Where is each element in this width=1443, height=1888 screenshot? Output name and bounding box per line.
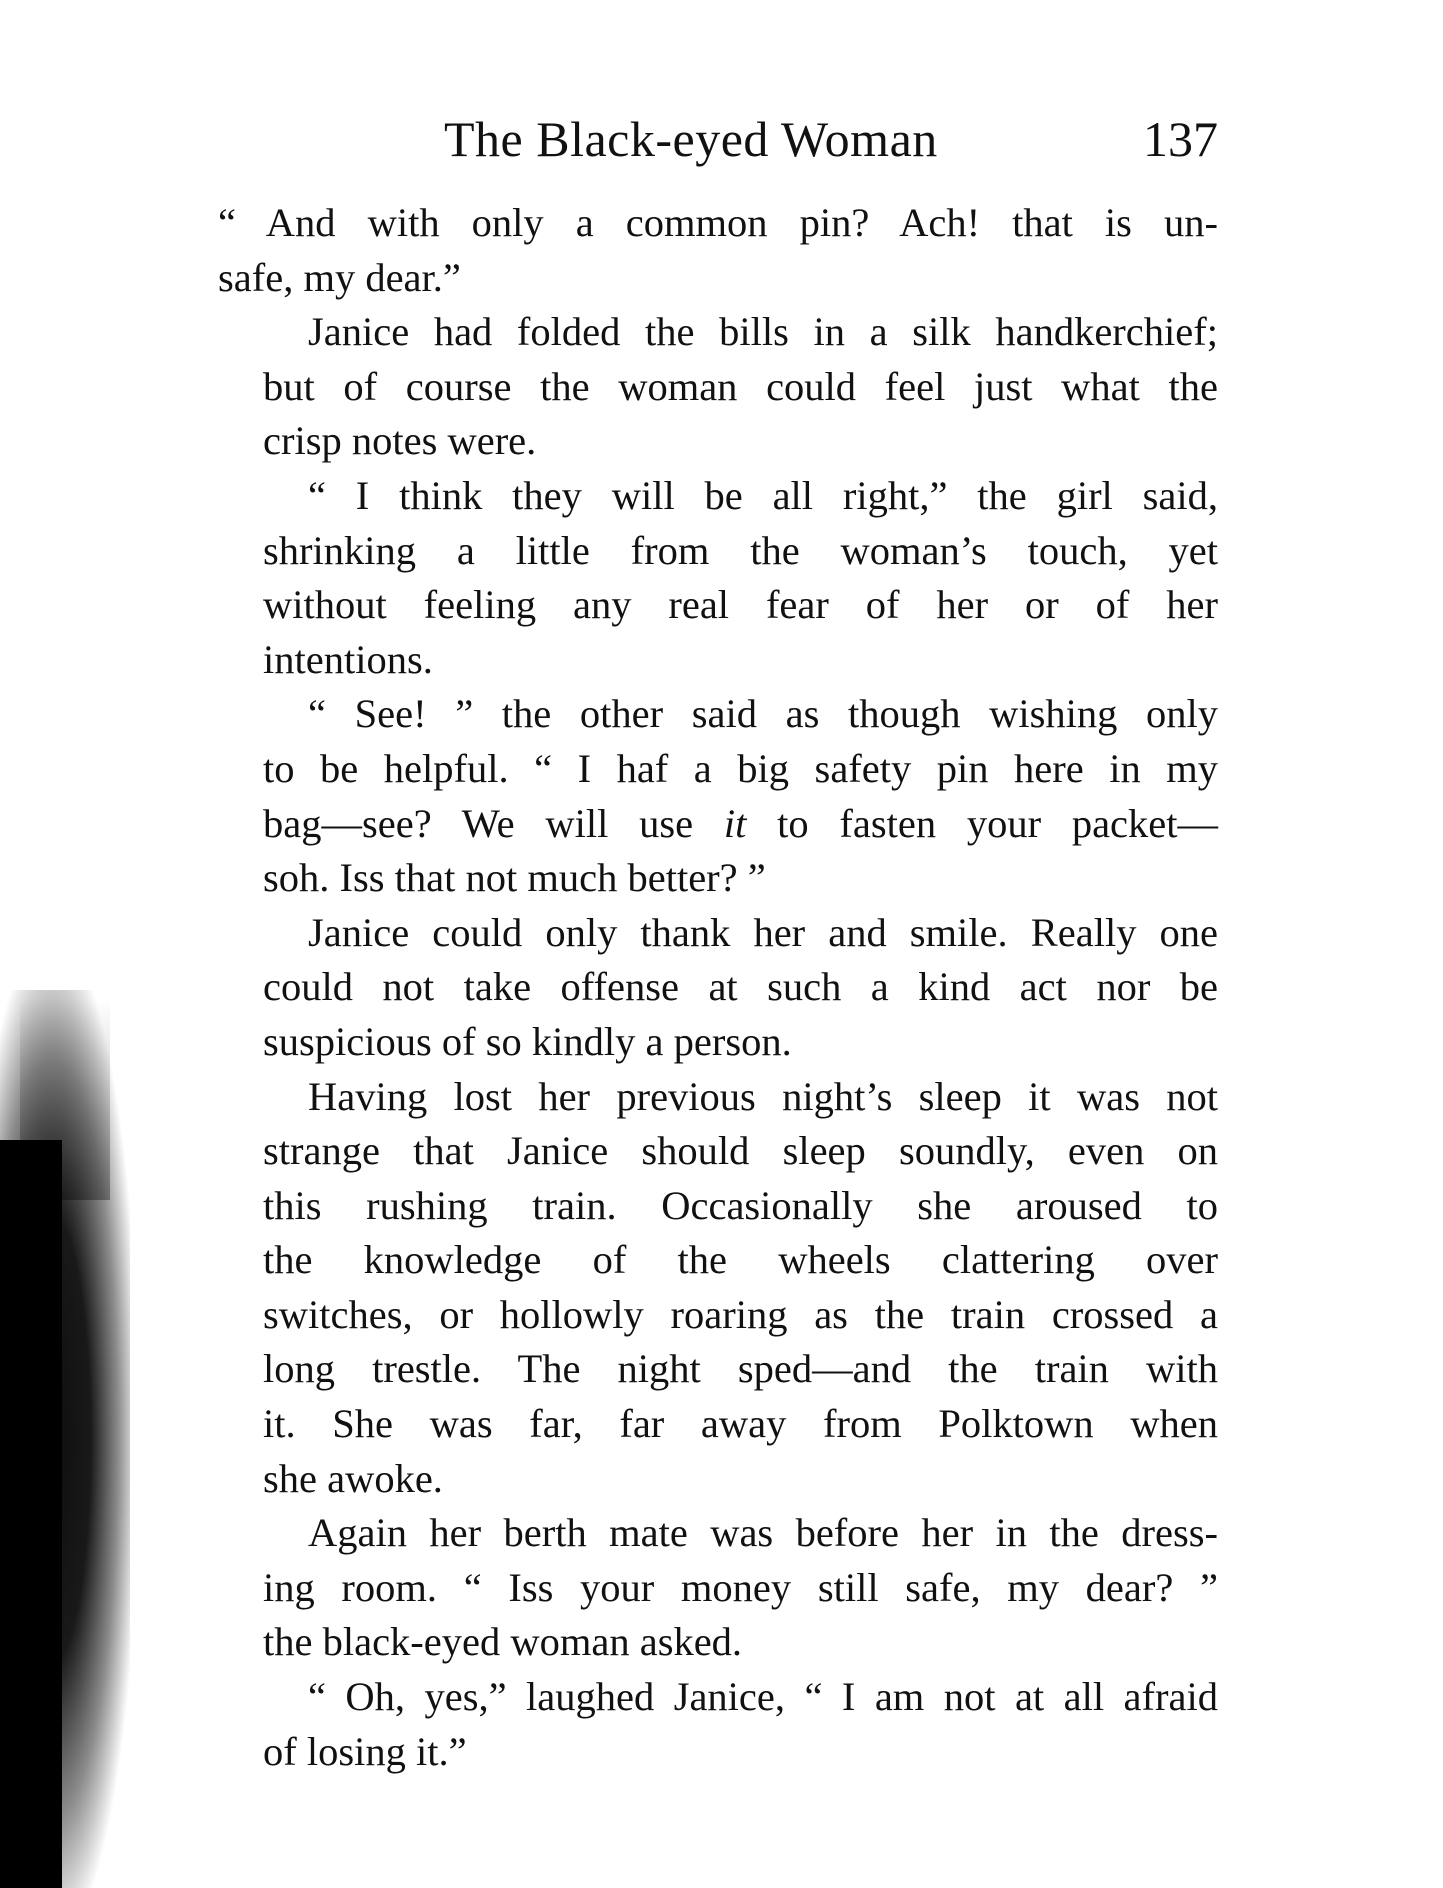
paragraph — [218, 196, 1218, 305]
text-line: without feeling any real fear of her or of her — [263, 582, 1218, 628]
paragraph — [218, 305, 1218, 469]
text-line: ing room. “ Iss your money still safe, my dear? ” — [263, 1564, 1218, 1610]
binding-edge — [0, 1140, 62, 1888]
text-line: bag—see? We will use it to fasten your packet— — [263, 800, 1218, 846]
text-line: of losing it.” — [263, 1728, 467, 1774]
text-line: she awoke. — [263, 1455, 443, 1501]
running-title: The Black-eyed Woman — [444, 111, 938, 167]
text-line: crisp notes were. — [263, 418, 537, 464]
paragraph — [218, 1506, 1218, 1670]
paragraph — [218, 1070, 1218, 1507]
text-line: soh. Iss that not much better? ” — [263, 855, 766, 901]
text-line: strange that Janice should sleep soundly, even on — [263, 1128, 1218, 1174]
paragraph — [218, 906, 1218, 1070]
text-line: intentions. — [263, 636, 433, 682]
text-line: but of course the woman could feel just what the — [263, 363, 1218, 409]
text-line: to be helpful. “ I haf a big safety pin here in my — [263, 745, 1218, 791]
text-line: could not take offense at such a kind act nor be — [263, 964, 1218, 1010]
text-line: “ And with only a common pin? Ach! that is un- — [218, 200, 1218, 245]
page-number: 137 — [1143, 111, 1218, 167]
text-line: Janice could only thank her and smile. Really one — [308, 909, 1218, 955]
page-header — [218, 110, 1218, 180]
paragraph — [218, 1670, 1218, 1779]
body-text — [218, 196, 1218, 1779]
text-line: switches, or hollowly roaring as the train crossed a — [263, 1291, 1218, 1337]
text-line: safe, my dear.” — [218, 254, 461, 300]
text-line: shrinking a little from the woman’s touch, yet — [263, 527, 1218, 573]
text-line: long trestle. The night sped—and the train with — [263, 1346, 1218, 1392]
text-line: the knowledge of the wheels clattering over — [263, 1237, 1218, 1283]
emphasis-text: it — [723, 800, 747, 846]
text-line: Having lost her previous night’s sleep it was not — [308, 1073, 1218, 1119]
paragraph — [218, 469, 1218, 687]
text-line: suspicious of so kindly a person. — [263, 1018, 792, 1064]
text-line: Janice had folded the bills in a silk handkerchief; — [308, 309, 1218, 355]
paragraph — [218, 687, 1218, 905]
text-line: it. She was far, far away from Polktown when — [263, 1401, 1218, 1447]
text-line: “ See! ” the other said as though wishing only — [308, 691, 1218, 737]
text-line: “ Oh, yes,” laughed Janice, “ I am not at all afraid — [308, 1674, 1218, 1720]
text-line: Again her berth mate was before her in the dress- — [308, 1510, 1218, 1556]
text-line: “ I think they will be all right,” the girl said, — [308, 472, 1218, 518]
text-line: the black-eyed woman asked. — [263, 1619, 743, 1665]
text-line: this rushing train. Occasionally she aroused to — [263, 1182, 1218, 1228]
